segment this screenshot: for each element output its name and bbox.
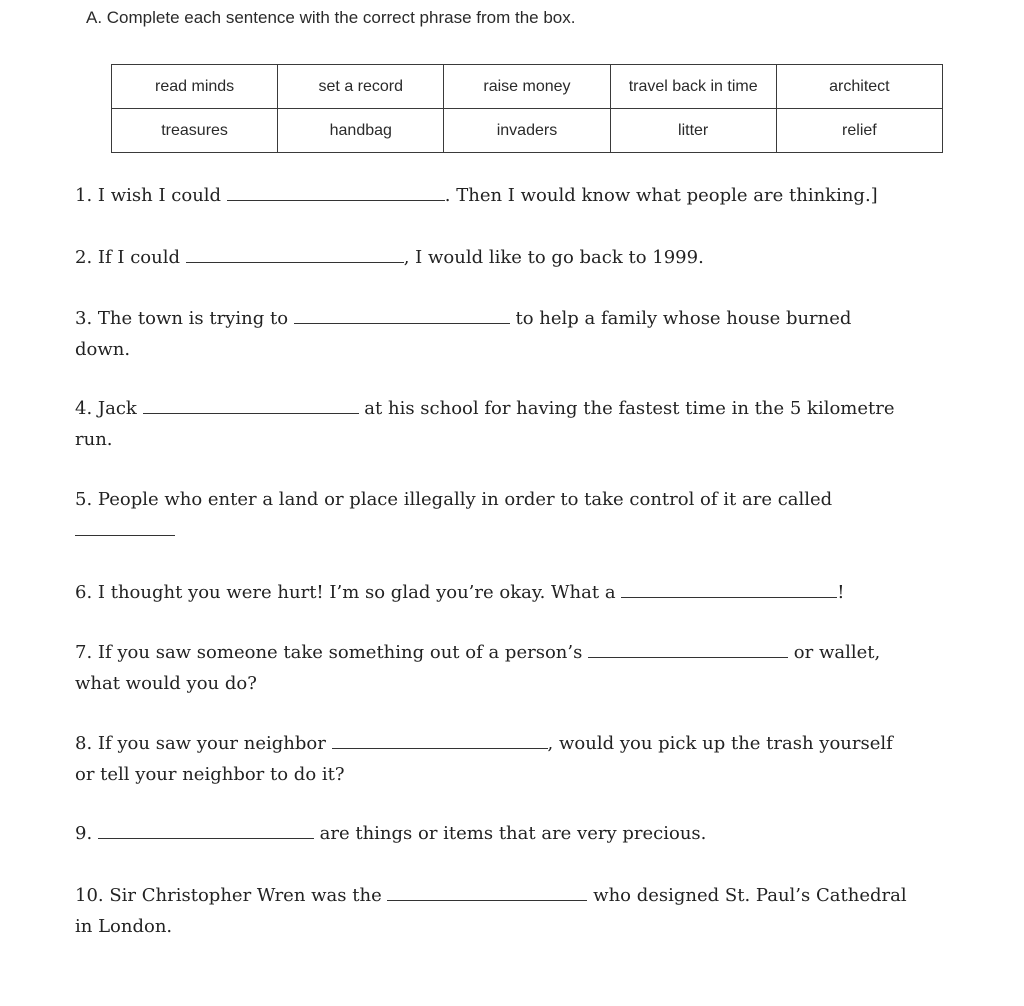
question-text: 2. If I could [75,247,186,268]
question-text: , would you pick up the trash yourself [547,733,893,754]
question-text: or wallet, [788,642,881,663]
word-box-cell: architect [776,65,942,109]
instruction-heading: A. Complete each sentence with the correct phrase from the box. [86,8,576,27]
question-text: 6. I thought you were hurt! I’m so glad you’re okay. What a [75,582,622,603]
word-box-cell: set a record [278,65,444,109]
word-box-row [112,109,943,153]
word-box-cell: relief [776,109,942,153]
question-text: or tell your neighbor to do it? [75,764,345,785]
question-text: 1. I wish I could [75,185,227,206]
question-text: 7. If you saw someone take something out of a person’s [75,642,589,663]
question-text: to help a family whose house burned [509,308,852,329]
answer-blank[interactable] [98,818,314,839]
answer-blank[interactable] [294,303,510,324]
question-text: 5. People who enter a land or place illegally in order to take control of it are called [75,489,833,510]
answer-blank[interactable] [588,637,788,658]
question-text: are things or items that are very precious. [313,823,707,844]
word-box-cell: litter [610,109,776,153]
question-text: down. [75,339,131,360]
word-box-cell: handbag [278,109,444,153]
question-5 [75,484,975,546]
question-text: 9. [75,823,98,844]
question-text: what would you do? [75,673,257,694]
question-10 [75,880,975,942]
question-1 [75,180,975,211]
word-box-cell: travel back in time [610,65,776,109]
word-box-cell: invaders [444,109,610,153]
word-box-cell: treasures [112,109,278,153]
answer-blank[interactable] [143,393,359,414]
answer-blank[interactable] [227,180,445,201]
answer-blank[interactable] [75,515,175,536]
question-2 [75,242,975,273]
question-text: ! [837,582,845,603]
word-box-table [111,64,943,153]
question-3 [75,303,975,365]
question-text: in London. [75,916,173,937]
question-6 [75,577,975,608]
answer-blank[interactable] [387,880,587,901]
question-text: 10. Sir Christopher Wren was the [75,885,388,906]
question-text: run. [75,429,113,450]
question-text: 3. The town is trying to [75,308,294,329]
question-text: , I would like to go back to 1999. [403,247,704,268]
answer-blank[interactable] [332,728,548,749]
question-text: . Then I would know what people are thinking.] [444,185,878,206]
question-7 [75,637,975,699]
word-box-cell: read minds [112,65,278,109]
question-text: at his school for having the fastest time in the 5 kilometre [358,398,895,419]
answer-blank[interactable] [621,577,837,598]
question-8 [75,728,975,790]
word-box-cell: raise money [444,65,610,109]
question-text: who designed St. Paul’s Cathedral [587,885,907,906]
question-9 [75,818,975,849]
question-4 [75,393,975,455]
question-text: 8. If you saw your neighbor [75,733,332,754]
question-text: 4. Jack [75,398,143,419]
answer-blank[interactable] [186,242,404,263]
word-box-row [112,65,943,109]
